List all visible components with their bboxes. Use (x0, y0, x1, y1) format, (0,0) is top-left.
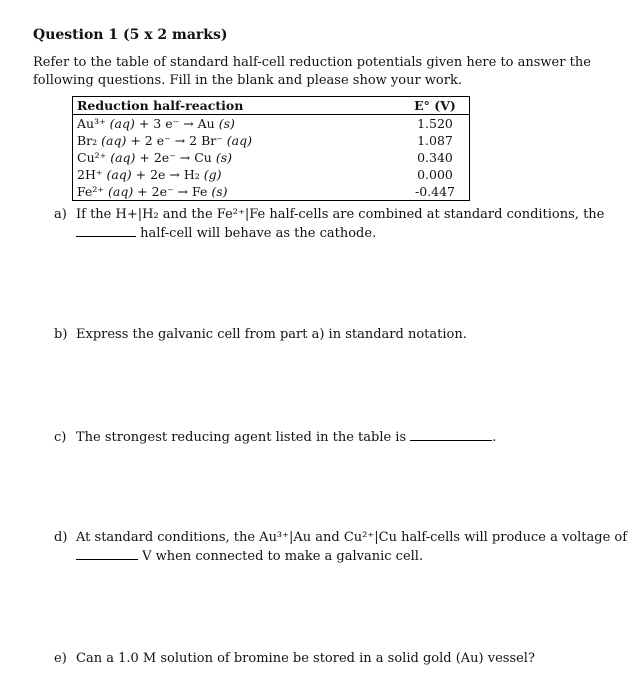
question-c-label: c) (54, 430, 67, 445)
question-d-answer-blank[interactable] (76, 547, 138, 560)
reaction-cell: Br₂ (aq) + 2 e⁻ → 2 Br⁻ (aq) (77, 133, 253, 148)
question-e-text: Can a 1.0 M solution of bromine be stored in a solid gold (Au) vessel? (76, 651, 535, 666)
potential-cell: -0.447 (414, 184, 455, 199)
intro-line-2: following questions. Fill in the blank and please show your work. (33, 73, 462, 88)
question-a-line-2: half-cell will behave as the cathode. (140, 226, 377, 241)
question-a (54, 206, 604, 243)
question-e-label: e) (54, 651, 67, 666)
intro-line-1: Refer to the table of standard half-cell reduction potentials given here to answer the (33, 55, 591, 70)
question-a-label: a) (54, 207, 67, 222)
potential-cell: 0.340 (417, 150, 453, 165)
reaction-cell: Cu²⁺ (aq) + 2e⁻ → Cu (s) (77, 150, 232, 165)
question-a-line-1: If the H+|H₂ and the Fe²⁺|Fe half-cells are combined at standard conditions, the (76, 207, 605, 222)
potential-cell: 1.087 (417, 133, 453, 148)
question-c-end: . (492, 430, 497, 445)
question-d-label: d) (54, 530, 68, 545)
question-c-text: The strongest reducing agent listed in the table is (76, 430, 411, 445)
question-title: Question 1 (5 x 2 marks) (33, 27, 228, 43)
question-a-answer-blank[interactable] (76, 224, 136, 237)
question-b-label: b) (54, 327, 68, 342)
question-d-line-1: At standard conditions, the Au³⁺|Au and Cu²⁺|Cu half-cells will produce a voltage of (76, 530, 628, 545)
table-row (73, 115, 469, 132)
reaction-cell: Fe²⁺ (aq) + 2e⁻ → Fe (s) (77, 184, 228, 199)
table-header (73, 97, 469, 115)
reaction-cell: Au³⁺ (aq) + 3 e⁻ → Au (s) (77, 116, 235, 131)
question-d-line-2: V when connected to make a galvanic cell. (142, 549, 424, 564)
table-row (73, 132, 469, 149)
table-row (73, 166, 469, 183)
question-c (54, 428, 496, 447)
question-b (54, 326, 467, 344)
question-b-text: Express the galvanic cell from part a) in standard notation. (76, 327, 467, 342)
reaction-cell: 2H⁺ (aq) + 2e → H₂ (g) (77, 167, 222, 182)
header-potential: E° (V) (414, 98, 456, 113)
potential-cell: 1.520 (417, 116, 453, 131)
table-row (73, 149, 469, 166)
intro-text (33, 54, 591, 90)
question-c-answer-blank[interactable] (410, 428, 492, 441)
potential-cell: 0.000 (417, 167, 453, 182)
header-reaction: Reduction half-reaction (77, 98, 244, 113)
reduction-potential-table (72, 96, 470, 201)
question-e (54, 650, 535, 668)
question-d (54, 529, 627, 566)
table-row (73, 183, 469, 200)
